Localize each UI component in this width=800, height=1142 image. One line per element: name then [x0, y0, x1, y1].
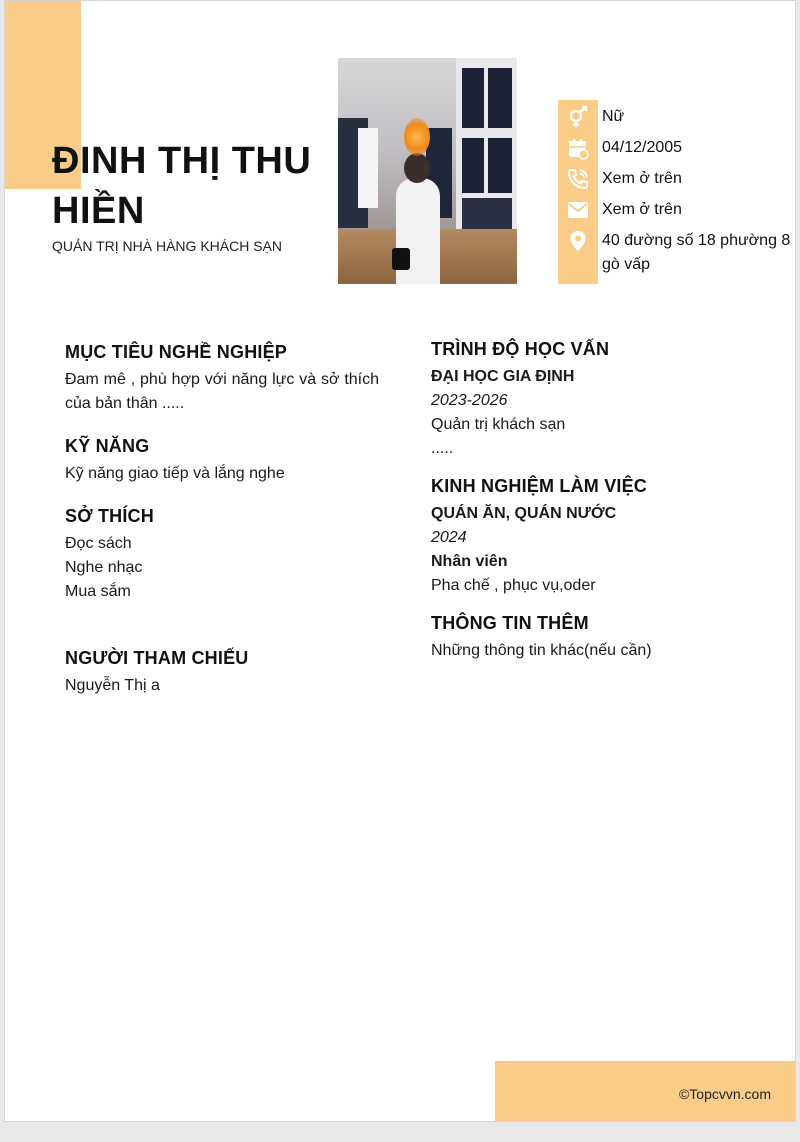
- email-icon: [566, 198, 590, 222]
- phone-icon: [566, 167, 590, 191]
- candidate-name: ĐINH THỊ THU HIỀN: [52, 140, 312, 232]
- contact-address: 40 đường số 18 phường 8 gò vấp: [602, 232, 791, 273]
- hobby-item: Mua sắm: [65, 583, 131, 600]
- education-period: 2023-2026: [431, 392, 508, 409]
- candidate-role: QUẢN TRỊ NHÀ HÀNG KHÁCH SẠN: [52, 238, 282, 254]
- experience-duties: Pha chế , phục vụ,oder: [431, 577, 596, 594]
- skills-text: Kỹ năng giao tiếp và lắng nghe: [65, 465, 285, 482]
- education-note: .....: [431, 440, 454, 457]
- hobbies-title: SỞ THÍCH: [65, 506, 154, 526]
- contact-phone[interactable]: Xem ở trên: [602, 170, 682, 187]
- experience-year: 2024: [431, 529, 467, 546]
- references-title: NGƯỜI THAM CHIẾU: [65, 648, 249, 668]
- education-major: Quản trị khách sạn: [431, 416, 566, 433]
- hobby-item: Nghe nhạc: [65, 559, 143, 576]
- cv-page: [4, 0, 796, 1122]
- extra-text: Những thông tin khác(nếu cần): [431, 642, 652, 659]
- objective-title: MỤC TIÊU NGHỀ NGHIỆP: [65, 342, 288, 362]
- education-title: TRÌNH ĐỘ HỌC VẤN: [431, 339, 610, 359]
- objective-text: Đam mê , phù hợp với năng lực và sở thích của bản thân .....: [65, 371, 379, 412]
- contact-birthday: 04/12/2005: [602, 139, 683, 156]
- references-text: Nguyễn Thị a: [65, 677, 160, 694]
- gender-icon: [566, 105, 590, 129]
- skills-title: KỸ NĂNG: [65, 436, 150, 456]
- education-school: ĐẠI HỌC GIA ĐỊNH: [431, 368, 575, 385]
- experience-position: Nhân viên: [431, 553, 508, 570]
- contact-email[interactable]: Xem ở trên: [602, 201, 682, 218]
- contact-gender: Nữ: [602, 108, 625, 125]
- footer-credit[interactable]: ©Topcvvn.com: [678, 1086, 771, 1102]
- extra-title: THÔNG TIN THÊM: [431, 613, 589, 633]
- experience-company: QUÁN ĂN, QUÁN NƯỚC: [431, 505, 617, 522]
- profile-photo: [338, 58, 517, 284]
- location-icon: [566, 229, 590, 253]
- hobby-item: Đọc sách: [65, 535, 132, 552]
- calendar-icon: [566, 136, 590, 160]
- experience-title: KINH NGHIỆM LÀM VIỆC: [431, 476, 648, 496]
